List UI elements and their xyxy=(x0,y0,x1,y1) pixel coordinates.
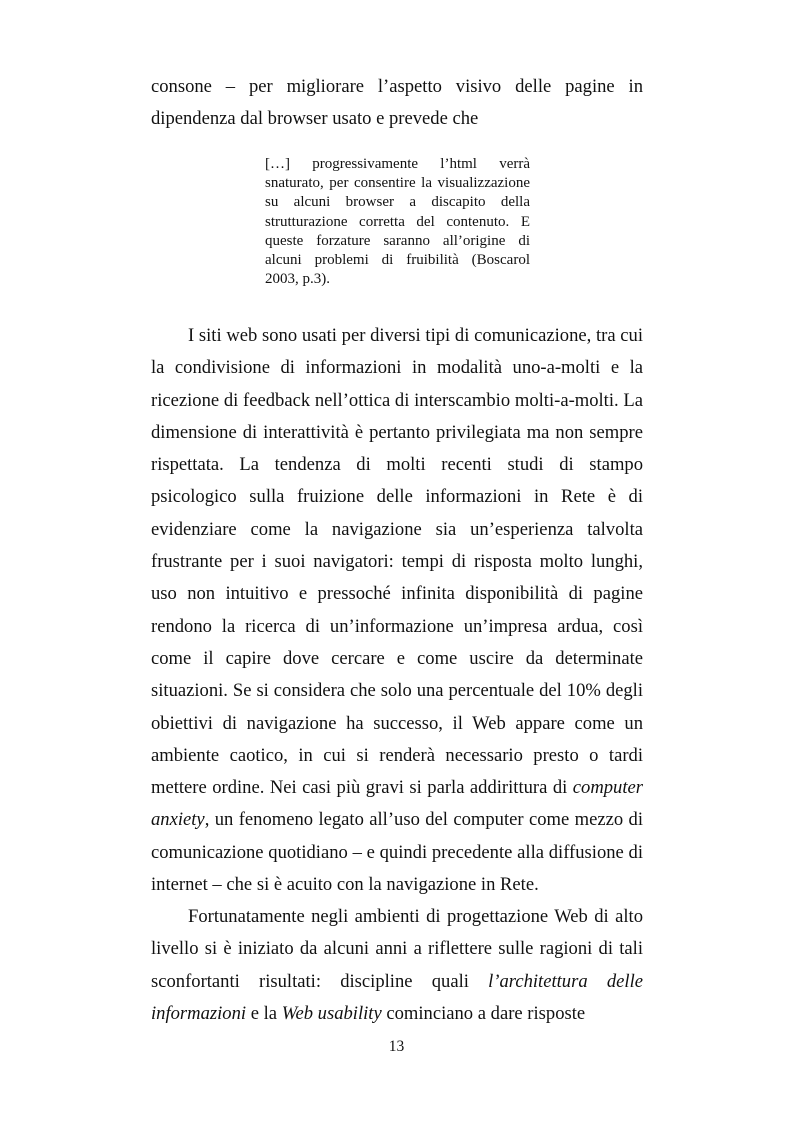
term-web-usability: Web usability xyxy=(281,1002,382,1024)
paragraph-2-text-1: I siti web sono usati per diversi tipi di comunicazione, tra cui la condivisione di informazioni in modalità uno-a-molti e la ricezione di feedback nell’ottica di interscambio molti-a-molti. La dimensione di interattività è pertanto privilegiata ma non sempre rispettata. La tendenza di molti recenti studi di stampo psicologico sulla fruizione delle informazioni in Rete è di evidenziare come la navigazione sia un’esperienza talvolta frustrante per i suoi navigatori: tempi di risposta molto lunghi, uso non intuitivo e pressoché infinita disponibilità di pagine rendono la ricerca di un’informazione un’impresa ardua, così come il capire dove cercare e come uscire da determinate situazioni. Se si considera che solo una percentuale del 10% degli obiettivi di navigazione ha successo, il Web appare come un ambiente caotico, in cui si renderà necessario presto o tardi mettere ordine. Nei casi più gravi si parla addirittura di xyxy=(151,325,643,799)
paragraph-3-text-3: cominciano a dare risposte xyxy=(381,1002,586,1024)
term-computer-anxiety: computer anxiety xyxy=(151,777,643,831)
term-information-architecture: l’architettura delle informazioni xyxy=(151,970,643,1024)
paragraph-3-text-1: Fortunatamente negli ambienti di progettazione Web di alto livello si è iniziato da alcuni anni a riflettere sulle ragioni di tali sconfortanti risultati: discipline quali xyxy=(151,906,643,992)
paragraph-web-communication xyxy=(151,320,643,901)
paragraph-web-design xyxy=(151,901,643,1030)
paragraph-continuation: consone – per migliorare l’aspetto visivo delle pagine in dipendenza dal browser usato e prevede che xyxy=(151,76,643,130)
page-number: 13 xyxy=(388,1038,405,1055)
paragraph-3-text-2: e la xyxy=(246,1002,282,1024)
paragraph-2-text-2: , un fenomeno legato all’uso del computer come mezzo di comunicazione quotidiano – e quindi precedente alla diffusione di internet – che si è acuito con la navigazione in Rete. xyxy=(151,809,643,896)
block-quote: […] progressivamente l’html verrà snaturato, per consentire la visualizzazione su alcuni browser a discapito della strutturazione corretta del contenuto. E queste forzature saranno all’origine di alcuni problemi di fruibilità (Boscarol 2003, p.3). xyxy=(265,156,530,288)
